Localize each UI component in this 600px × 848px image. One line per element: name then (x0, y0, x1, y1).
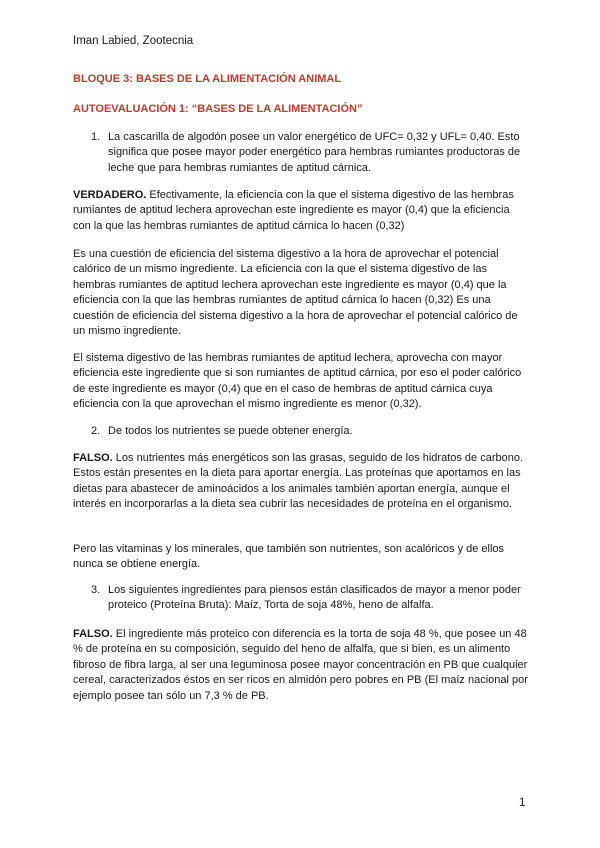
page-number: 1 (519, 797, 526, 809)
block-title: BLOQUE 3: BASES DE LA ALIMENTACIÓN ANIMAL (73, 73, 342, 85)
answer-3 (73, 627, 528, 704)
answer-verdict: VERDADERO. (73, 189, 147, 201)
answer-verdict: FALSO. (73, 628, 113, 640)
section-title: AUTOEVALUACIÓN 1: “BASES DE LA ALIMENTACIÓN” (73, 103, 363, 115)
answer-lead: El ingrediente más proteico con diferencia es la torta de soja 48 %, que posee un 48 % de proteína en su composición, seguido del heno de alfalfa, que si bien, es un alimento fibroso de fibra larga, al ser una leguminosa posee mayor concentración en PB que cualquier cereal, caracterizados éstos en ser ricos en almidón pero pobres en PB (El maíz nacional por ejemplo posee tan sólo un 7,3 % de PB. (73, 628, 528, 702)
answer-lead: Efectivamente, la eficiencia con la que el sistema digestivo de las hembras rumiantes de aptitud lechera aprovechan este ingrediente es mayor (0,4) que la eficiencia con la que las hembras rumiantes de aptitud cárnica lo hacen (0,32) (73, 189, 514, 232)
question-2 (91, 424, 528, 439)
question-1 (91, 130, 528, 176)
question-number: 3. (91, 584, 101, 596)
answer-2 (73, 451, 528, 513)
question-number: 2. (91, 425, 101, 437)
answer-1-paragraph-1: Es una cuestión de eficiencia del sistema digestivo a la hora de aprovechar el potencial calórico de un mismo ingrediente. La eficiencia con la que el sistema digestivo de las hembras rumiantes de aptitud lechera aprovechan este ingrediente es mayor (0,4) que la eficiencia con la que las hembras rumiantes de aptitud cárnica lo hacen (0,32) Es una cuestión de eficiencia del sistema digestivo a la hora de aprovechar el potencial calórico de un mismo ingrediente. (73, 248, 518, 338)
question-text: De todos los nutrientes se puede obtener energía. (108, 425, 353, 437)
page-header-author: Iman Labied, Zootecnia (73, 35, 194, 47)
question-3 (91, 583, 528, 614)
answer-1 (73, 188, 528, 234)
answer-2-paragraph-1: Pero las vitaminas y los minerales, que también son nutrientes, son acalóricos y de ellos nunca se obtiene energía. (73, 543, 505, 571)
answer-1-paragraph-2: El sistema digestivo de las hembras rumiantes de aptitud lechera, aprovecha con mayor eficiencia este ingrediente que si son rumiantes de aptitud cárnica, por eso el poder calórico de este ingrediente es mayor (0,4) que en el caso de hembras de aptitud cárnica cuya eficiencia con la que aprovechan el mismo ingrediente es menor (0,32). (73, 352, 522, 411)
question-text: Los siguientes ingredientes para piensos están clasificados de mayor a menor poder proteico (Proteína Bruta): Maíz, Torta de soja 48%, heno de alfalfa. (108, 584, 521, 612)
question-text: La cascarilla de algodón posee un valor energético de UFC= 0,32 y UFL= 0,40. Esto significa que posee mayor poder energético para hembras rumiantes productoras de leche que para hembras rumiantes de aptitud cárnica. (108, 131, 521, 174)
answer-verdict: FALSO. (73, 452, 113, 464)
answer-lead: Los nutrientes más energéticos son las grasas, seguido de los hidratos de carbono. Estos están presentes en la dieta para aportar energía. Las proteínas que aportamos en las dietas para abastecer de aminoácidos a los animales también aportan energía, aunque el interés en incorporarlas a la dieta sea cubrir las necesidades de proteína en el organismo. (73, 452, 524, 511)
question-number: 1. (91, 131, 101, 143)
